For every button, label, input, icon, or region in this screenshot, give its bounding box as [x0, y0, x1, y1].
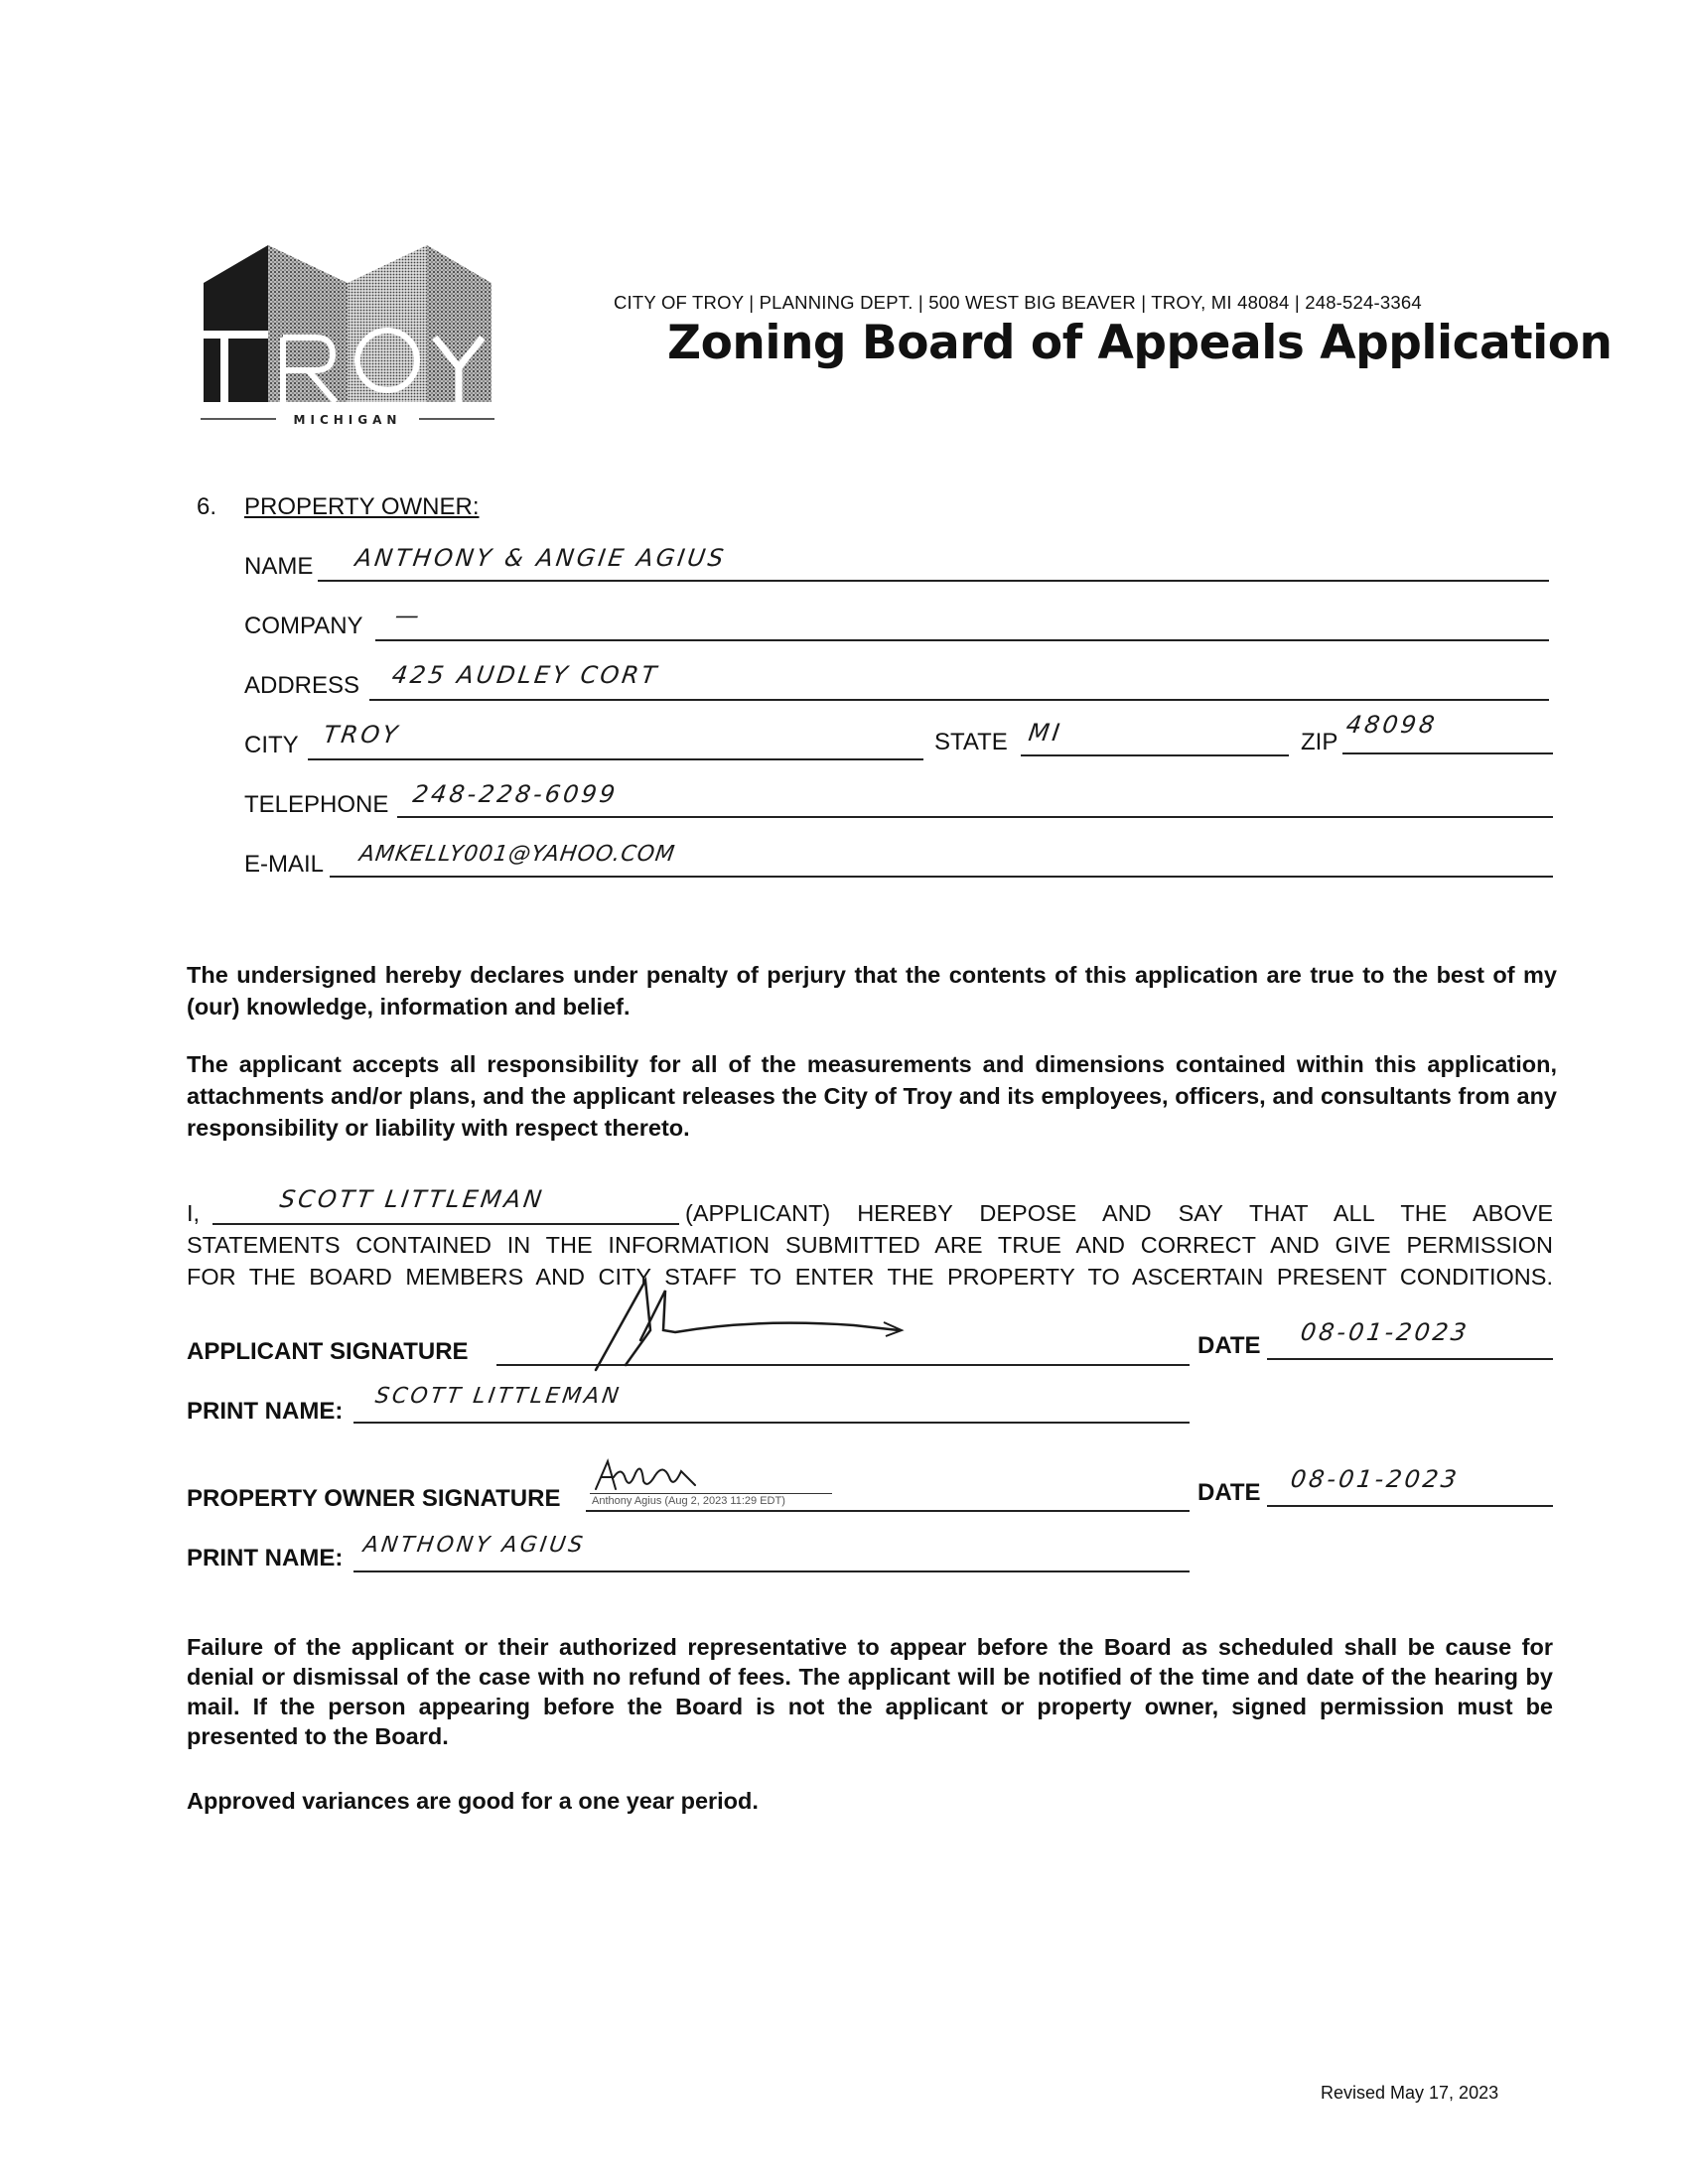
- applicant-name-field[interactable]: SCOTT LITTLEMAN: [278, 1185, 547, 1213]
- owner-esign-line: [590, 1493, 832, 1494]
- name-label: NAME: [244, 553, 314, 580]
- depose-line-3: FOR THE BOARD MEMBERS AND CITY STAFF TO ENTER THE PROPERTY TO ASCERTAIN PRESENT CONDITIONS.: [187, 1264, 1553, 1290]
- email-label: E-MAIL: [244, 851, 325, 878]
- owner-date-field[interactable]: 08-01-2023: [1289, 1465, 1462, 1493]
- applicant-name-line: [212, 1223, 679, 1225]
- zip-label: ZIP: [1301, 729, 1338, 755]
- zip-line: [1342, 752, 1553, 754]
- owner-print-label: PRINT NAME:: [187, 1545, 344, 1571]
- state-line: [1021, 754, 1289, 756]
- applicant-date-field[interactable]: 08-01-2023: [1299, 1318, 1472, 1346]
- owner-print-field[interactable]: ANTHONY AGIUS: [361, 1533, 588, 1558]
- state-field[interactable]: MI: [1027, 719, 1064, 747]
- city-field[interactable]: TROY: [322, 721, 402, 749]
- revised-date: Revised May 17, 2023: [1321, 2083, 1499, 2103]
- applicant-date-line: [1267, 1358, 1553, 1360]
- address-line: [369, 699, 1549, 701]
- owner-print-line: [353, 1570, 1190, 1572]
- applicant-print-line: [353, 1422, 1190, 1424]
- responsibility-statement: The applicant accepts all responsibility for all of the measurements and dimensions contained within this application, attachments and/or plans, and the applicant releases the City of Troy and its employees, officers, and consultants from any responsibility or liability with respect thereto.: [187, 1051, 1557, 1141]
- perjury-declaration: The undersigned hereby declares under penalty of perjury that the contents of this application are true to the best of my (our) knowledge, information and belief.: [187, 962, 1557, 1020]
- state-label: STATE: [934, 729, 1008, 755]
- applicant-print-label: PRINT NAME:: [187, 1398, 344, 1425]
- approved-variances-note: Approved variances are good for a one year period.: [187, 1788, 759, 1814]
- telephone-line: [397, 816, 1553, 818]
- page-title: Zoning Board of Appeals Application: [667, 316, 1613, 370]
- header-contact-line: CITY OF TROY | PLANNING DEPT. | 500 WEST BIG BEAVER | TROY, MI 48084 | 248-524-3364: [614, 292, 1422, 313]
- applicant-signature-label: APPLICANT SIGNATURE: [187, 1338, 469, 1365]
- depose-prefix: I,: [187, 1200, 201, 1226]
- owner-signature-line: [586, 1510, 1190, 1512]
- city-label: CITY: [244, 732, 299, 758]
- zip-field[interactable]: 48098: [1344, 711, 1440, 739]
- email-field[interactable]: AMKELLY001@YAHOO.COM: [357, 842, 677, 867]
- applicant-print-field[interactable]: SCOTT LITTLEMAN: [373, 1384, 624, 1409]
- logo-subtext: MICHIGAN: [293, 413, 402, 427]
- telephone-label: TELEPHONE: [244, 791, 389, 818]
- depose-line-2: STATEMENTS CONTAINED IN THE INFORMATION SUBMITTED ARE TRUE AND CORRECT AND GIVE PERMISSION: [187, 1232, 1553, 1258]
- applicant-signature[interactable]: [556, 1271, 914, 1380]
- owner-signature-label: PROPERTY OWNER SIGNATURE: [187, 1485, 561, 1512]
- failure-notice: Failure of the applicant or their authorized representative to appear before the Board as scheduled shall be cause for denial or dismissal of the case with no refund of fees. The applicant will be notified of the time and date of the hearing by mail. If the person appearing before the Board is not the applicant or property owner, signed permission must be presented to the Board.: [187, 1634, 1553, 1749]
- name-line: [318, 580, 1549, 582]
- owner-date-line: [1267, 1505, 1553, 1507]
- company-label: COMPANY: [244, 613, 363, 639]
- address-field[interactable]: 425 AUDLEY CORT: [390, 661, 661, 689]
- troy-city-logo-icon: [199, 243, 496, 432]
- company-line: [375, 639, 1549, 641]
- owner-date-label: DATE: [1197, 1479, 1261, 1506]
- applicant-date-label: DATE: [1197, 1332, 1261, 1359]
- telephone-field[interactable]: 248-228-6099: [411, 780, 620, 808]
- section-number: 6.: [197, 493, 217, 520]
- email-line: [330, 876, 1553, 878]
- city-line: [308, 758, 923, 760]
- name-field[interactable]: ANTHONY & ANGIE AGIUS: [353, 544, 729, 572]
- company-field[interactable]: —: [393, 602, 424, 629]
- owner-esign-caption: Anthony Agius (Aug 2, 2023 11:29 EDT): [592, 1495, 785, 1507]
- section-heading: PROPERTY OWNER:: [244, 493, 480, 520]
- owner-signature[interactable]: [586, 1455, 705, 1495]
- address-label: ADDRESS: [244, 672, 360, 699]
- depose-line-1: (APPLICANT) HEREBY DEPOSE AND SAY THAT ALL THE ABOVE: [685, 1200, 1553, 1226]
